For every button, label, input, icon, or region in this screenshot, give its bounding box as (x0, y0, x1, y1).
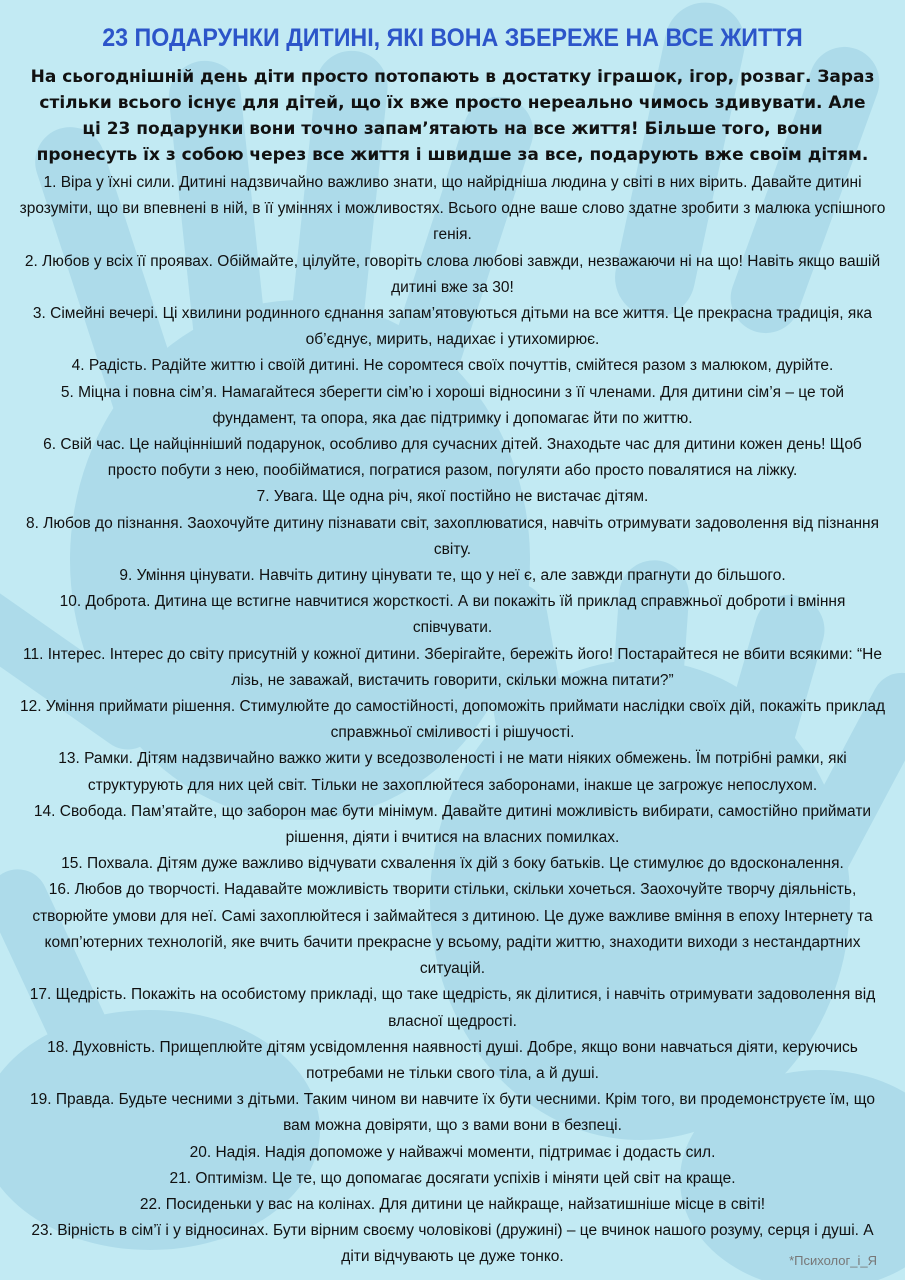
list-item: 3. Сімейні вечері. Ці хвилини родинного єднання запам’ятовуються дітьми на все життя. Це прекрасна традиція, яка об’єднує, мирить, надихає і утихомирює. (32, 305, 873, 349)
list-item: 15. Похвала. Дітям дуже важливо відчувати схвалення їх дій з боку батьків. Це стимулює до вдосконалення. (61, 855, 844, 873)
list-item: 2. Любов у всіх її проявах. Обіймайте, цілуйте, говоріть слова любові завжди, незважаючи ні на що! Навіть якщо вашій дитині вже за 30! (24, 252, 881, 296)
list-item: 23. Вірність в сім’ї і у відносинах. Бути вірним своєму чоловікові (дружині) – це вчинок нашого розуму, серця і душі. А діти відчувають це дуже тонко. (31, 1222, 874, 1266)
list-item: 16. Любов до творчості. Надавайте можливість творити стільки, скільки хочеться. Заохочуйте творчу діяльність, створюйте умови для неї. Самі захоплюйтеся і займайтеся з дитиною. Це дуже важливе вміння в епоху Інтернету та комп’ютерних технологій, яке вчить бачити прекрасне у всьому, радіти життю, знаходити виходи з нестандартних ситуацій. (32, 881, 873, 978)
list-item: 6. Свій час. Це найцінніший подарунок, особливо для сучасних дітей. Знаходьте час для дитини кожен день! Щоб просто побути з нею, пообійматися, погратися разом, погуляти або просто повалятися на ліжку. (43, 436, 862, 480)
list-item: 22. Посиденьки у вас на колінах. Для дитини це найкраще, найзатишніше місце в світі! (139, 1195, 766, 1213)
list-item: 4. Радість. Радійте життю і своїй дитині. Не соромтеся своїх почуттів, смійтеся разом з малюком, дурійте. (71, 357, 834, 375)
list-item: 21. Оптимізм. Це те, що допомагає досягати успіхів і міняти цей світ на краще. (169, 1169, 736, 1187)
list-item: 20. Надія. Надія допоможе у найважчі моменти, підтримає і додасть сил. (189, 1143, 716, 1161)
list-item: 8. Любов до пізнання. Заохочуйте дитину пізнавати світ, захоплюватися, навчіть отримувати задоволення від пізнання світу. (25, 514, 879, 558)
intro-paragraph: На сьогоднішній день діти просто потопають в достатку іграшок, ігор, розваг. Зараз стільки всього існує для дітей, що їх вже просто нереально чимось здивувати. Але ці 23 подарунки вони точно запам’ятають на все життя! Більше того, вони пронесуть їх з собою через все життя і швидше за все, подарують вже своїм дітям. (30, 67, 875, 165)
list-item: 13. Рамки. Дітям надзвичайно важко жити у вседозволеності і не мати ніяких обмежень. Їм потрібні рамки, які структурують для них цей світ. Тільки не захоплюйтеся заборонами, інакше це загрожує непослухом. (58, 750, 847, 794)
list-item: 9. Уміння цінувати. Навчіть дитину цінувати те, що у неї є, але завжди прагнути до більшого. (119, 567, 786, 585)
list-item: 7. Увага. Ще одна річ, якої постійно не вистачає дітям. (256, 488, 649, 506)
author-signature: *Психолог_і_Я (789, 1253, 877, 1268)
list-item: 12. Уміння приймати рішення. Стимулюйте до самостійності, допоможіть приймати наслідки своїх дій, покажіть приклад справжньої сміливості і рішучості. (19, 698, 886, 742)
list-item: 10. Доброта. Дитина ще встигне навчитися жорсткості. А ви покажіть їй приклад справжньої доброти і вміння співчувати. (59, 593, 846, 637)
list-item: 19. Правда. Будьте чесними з дітьми. Таким чином ви навчите їх бути чесними. Крім того, ви продемонструєте їм, що вам можна довіряти, що з вами вони в безпеці. (30, 1091, 875, 1135)
list-item: 11. Інтерес. Інтерес до світу присутній у кожної дитини. Зберігайте, бережіть його! Постарайтеся не вбити всякими: “Не лізь, не заважай, вистачить говорити, скільки можна питати?” (23, 645, 882, 689)
page-title: 23 ПОДАРУНКИ ДИТИНІ, ЯКІ ВОНА ЗБЕРЕЖЕ НА ВСЕ ЖИТТЯ (102, 24, 803, 52)
list-item: 1. Віра у їхні сили. Дитині надзвичайно важливо знати, що найрідніша людина у світі в них вірить. Давайте дитині зрозуміти, що ви впевнені в ній, в її уміннях і можливостях. Всього одне ваше слово здатне зробити з малюка успішного генія. (19, 174, 886, 244)
list-item: 17. Щедрість. Покажіть на особистому прикладі, що таке щедрість, як ділитися, і навчіть отримувати задоволення від власної щедрості. (29, 986, 876, 1030)
list-item: 18. Духовність. Прищеплюйте дітям усвідомлення наявності душі. Добре, якщо вони навчаться діяти, керуючись потребами не тільки свого тіла, а й душі. (47, 1038, 858, 1082)
list-item: 14. Свобода. Пам’ятайте, що заборон має бути мінімум. Давайте дитині можливість вибирати, самостійно приймати рішення, діяти і вчитися на власних помилках. (33, 802, 872, 847)
gift-list (18, 170, 887, 1271)
list-item: 5. Міцна і повна сім’я. Намагайтеся зберегти сім’ю і хороші відносини з її членами. Для дитини сім’я – це той фундамент, та опора, яка дає підтримку і допомагає йти по життю. (60, 383, 845, 427)
